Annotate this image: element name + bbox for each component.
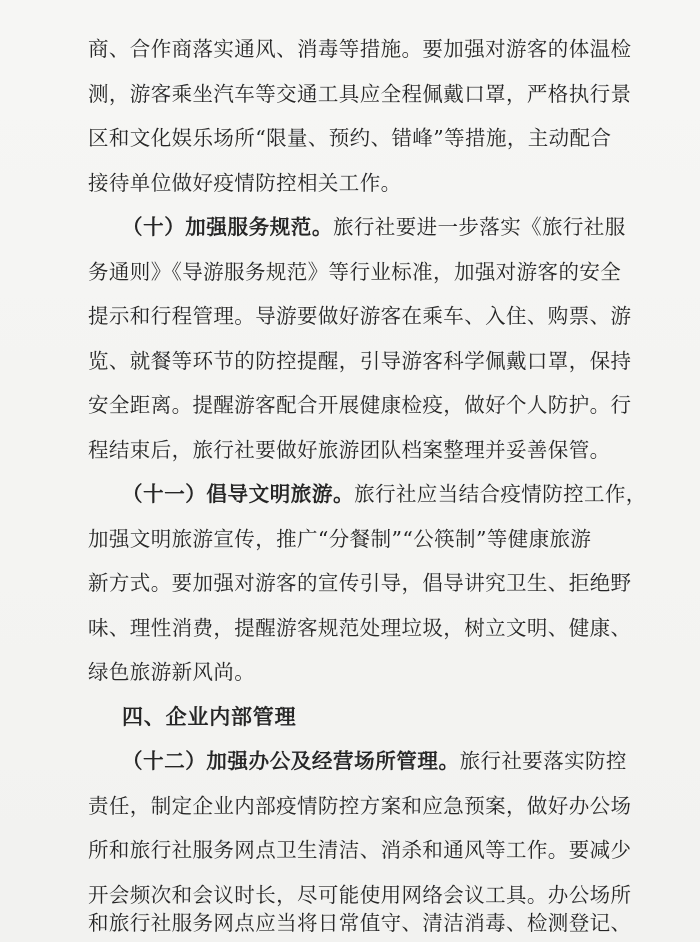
text-line — [88, 168, 633, 198]
section-heading-inline: （十一）倡导文明旅游。 — [122, 482, 355, 506]
line-text: 旅行社要落实防控 — [459, 749, 627, 773]
text-line — [88, 835, 633, 865]
line-text: 区和文化娱乐场所“限量、预约、错峰”等措施，主动配合 — [88, 126, 612, 150]
section-12-first-line — [122, 746, 667, 776]
text-line — [88, 791, 633, 821]
text-line — [88, 390, 633, 420]
section-heading-inline: （十二）加强办公及经营场所管理。 — [122, 749, 460, 773]
section-10-first-line — [122, 212, 667, 242]
text-line — [88, 613, 633, 643]
text-line — [88, 123, 633, 153]
line-text: 旅行社应当结合疫情防控工作， — [354, 482, 647, 506]
text-line — [88, 568, 633, 598]
chapter-heading — [122, 702, 667, 732]
line-text: 和旅行社服务网点应当将日常值守、清洁消毒、检测登记、 — [88, 911, 632, 935]
text-line — [88, 79, 633, 109]
line-text: 提示和行程管理。导游要做好游客在乘车、入住、购票、游 — [88, 304, 632, 328]
section-11-first-line — [122, 479, 667, 509]
line-text: 安全距离。提醒游客配合开展健康检疫，做好个人防护。行 — [88, 393, 632, 417]
line-text: 新方式。要加强对游客的宣传引导，倡导讲究卫生、拒绝野 — [88, 571, 632, 595]
line-text: 绿色旅游新风尚。 — [88, 660, 256, 684]
line-text: 味、理性消费，提醒游客规范处理垃圾，树立文明、健康、 — [88, 616, 632, 640]
text-line — [88, 908, 633, 938]
text-line — [88, 524, 633, 554]
line-text: 览、就餐等环节的防控提醒，引导游客科学佩戴口罩，保持 — [88, 349, 632, 373]
line-text: 接待单位做好疫情防控相关工作。 — [88, 171, 402, 195]
line-text: 商、合作商落实通风、消毒等措施。要加强对游客的体温检 — [88, 37, 632, 61]
line-text: 旅行社要进一步落实《旅行社服 — [333, 215, 626, 239]
line-text: 责任，制定企业内部疫情防控方案和应急预案，做好办公场 — [88, 794, 632, 818]
line-text: 务通则》《导游服务规范》等行业标准，加强对游客的安全 — [88, 260, 622, 284]
text-line — [88, 435, 633, 465]
section-heading-inline: （十）加强服务规范。 — [122, 215, 333, 239]
line-text: 程结束后，旅行社要做好旅游团队档案整理并妥善保管。 — [88, 438, 611, 462]
text-line — [88, 34, 633, 64]
chapter-title: 四、企业内部管理 — [122, 705, 297, 729]
line-text: 加强文明旅游宣传，推广“分餐制”“公筷制”等健康旅游 — [88, 527, 592, 551]
line-text: 测，游客乘坐汽车等交通工具应全程佩戴口罩，严格执行景 — [88, 82, 632, 106]
text-line — [88, 657, 633, 687]
line-text: 开会频次和会议时长，尽可能使用网络会议工具。办公场所 — [88, 883, 632, 907]
text-line — [88, 880, 633, 910]
text-line — [88, 346, 633, 376]
text-line — [88, 301, 633, 331]
line-text: 所和旅行社服务网点卫生清洁、消杀和通风等工作。要减少 — [88, 838, 632, 862]
text-line — [88, 257, 633, 287]
